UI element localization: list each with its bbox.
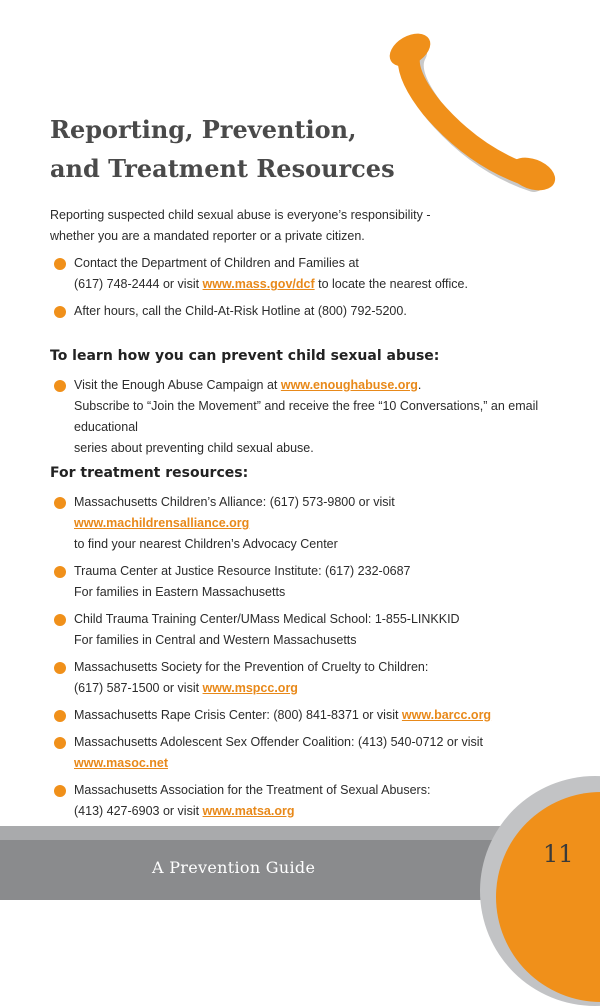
prevention-list: [50, 375, 560, 459]
bullet-dot-icon: [54, 566, 66, 578]
list-item-text: [74, 801, 560, 822]
text-fragment: Massachusetts Rape Crisis Center: (800) 841-8371 or visit: [74, 708, 402, 722]
reporting-list: [50, 253, 560, 322]
list-item: [50, 561, 560, 603]
text-fragment: Massachusetts Adolescent Sex Offender Coalition: (413) 540-0712 or visit: [74, 735, 484, 749]
text-fragment: Visit the Enough Abuse Campaign at: [74, 378, 281, 392]
list-item-text: Massachusetts Association for the Treatment of Sexual Abusers:: [74, 783, 431, 797]
prevention-heading: To learn how you can prevent child sexual abuse:: [50, 348, 440, 364]
list-item-text: [74, 732, 560, 774]
list-item: [50, 732, 560, 774]
list-item-text: For families in Eastern Massachusetts: [74, 585, 286, 599]
list-item: [50, 705, 560, 726]
text-fragment: .: [417, 378, 422, 392]
list-item-text: For families in Central and Western Massachusetts: [74, 633, 357, 647]
list-item: [50, 780, 560, 822]
treatment-list: [50, 492, 560, 822]
list-item: [50, 492, 560, 555]
list-item-text: series about preventing child sexual abuse.: [74, 441, 314, 455]
title-line-2: and Treatment Resources: [50, 154, 395, 183]
treatment-heading: For treatment resources:: [50, 465, 249, 481]
footer-guide-title: A Prevention Guide: [152, 858, 316, 877]
list-item-text: [74, 375, 560, 396]
text-fragment: (413) 427-6903 or visit: [74, 804, 203, 818]
list-item-text: [74, 705, 560, 726]
list-item-text: After hours, call the Child-At-Risk Hotline at (800) 792-5200.: [74, 304, 407, 318]
list-item-text: Trauma Center at Justice Resource Institute: (617) 232-0687: [74, 564, 411, 578]
bullet-dot-icon: [54, 785, 66, 797]
list-item-text: [74, 678, 560, 699]
bullet-dot-icon: [54, 306, 66, 318]
bullet-dot-icon: [54, 497, 66, 509]
intro-paragraph: [50, 205, 431, 247]
list-item-text: Subscribe to “Join the Movement” and receive the free “10 Conversations,” an email educational: [74, 399, 539, 434]
list-item-text: to find your nearest Children’s Advocacy Center: [74, 537, 338, 551]
masoc-link[interactable]: www.masoc.net: [74, 756, 169, 770]
page-number: 11: [543, 840, 574, 868]
dcf-link[interactable]: www.mass.gov/dcf: [202, 277, 315, 291]
page-title: [50, 110, 395, 188]
bullet-dot-icon: [54, 258, 66, 270]
bullet-dot-icon: [54, 614, 66, 626]
list-item-text: [74, 274, 560, 295]
bullet-dot-icon: [54, 662, 66, 674]
text-fragment: (617) 748-2444 or visit: [74, 277, 203, 291]
intro-line-1: Reporting suspected child sexual abuse is everyone’s responsibility -: [50, 208, 431, 222]
title-line-1: Reporting, Prevention,: [50, 115, 357, 144]
list-item: [50, 301, 560, 322]
matsa-link[interactable]: www.matsa.org: [202, 804, 295, 818]
list-item-text: Contact the Department of Children and Families at: [74, 256, 359, 270]
list-item-text: Massachusetts Society for the Prevention of Cruelty to Children:: [74, 660, 429, 674]
list-item: [50, 609, 560, 651]
text-fragment: Massachusetts Children’s Alliance: (617) 573-9800 or visit: [74, 495, 395, 509]
bullet-dot-icon: [54, 710, 66, 722]
machildrensalliance-link[interactable]: www.machildrensalliance.org: [74, 516, 250, 530]
intro-line-2: whether you are a mandated reporter or a private citizen.: [50, 229, 365, 243]
bullet-dot-icon: [54, 380, 66, 392]
enoughabuse-link[interactable]: www.enoughabuse.org: [280, 378, 418, 392]
phone-handset-icon: [380, 28, 560, 198]
list-item-text: Child Trauma Training Center/UMass Medical School: 1-855-LINKKID: [74, 612, 460, 626]
text-fragment: to locate the nearest office.: [314, 277, 468, 291]
list-item: [50, 375, 560, 459]
mspcc-link[interactable]: www.mspcc.org: [202, 681, 298, 695]
list-item-text: [74, 492, 560, 534]
bullet-dot-icon: [54, 737, 66, 749]
barcc-link[interactable]: www.barcc.org: [401, 708, 492, 722]
list-item: [50, 657, 560, 699]
text-fragment: (617) 587-1500 or visit: [74, 681, 203, 695]
list-item: [50, 253, 560, 295]
